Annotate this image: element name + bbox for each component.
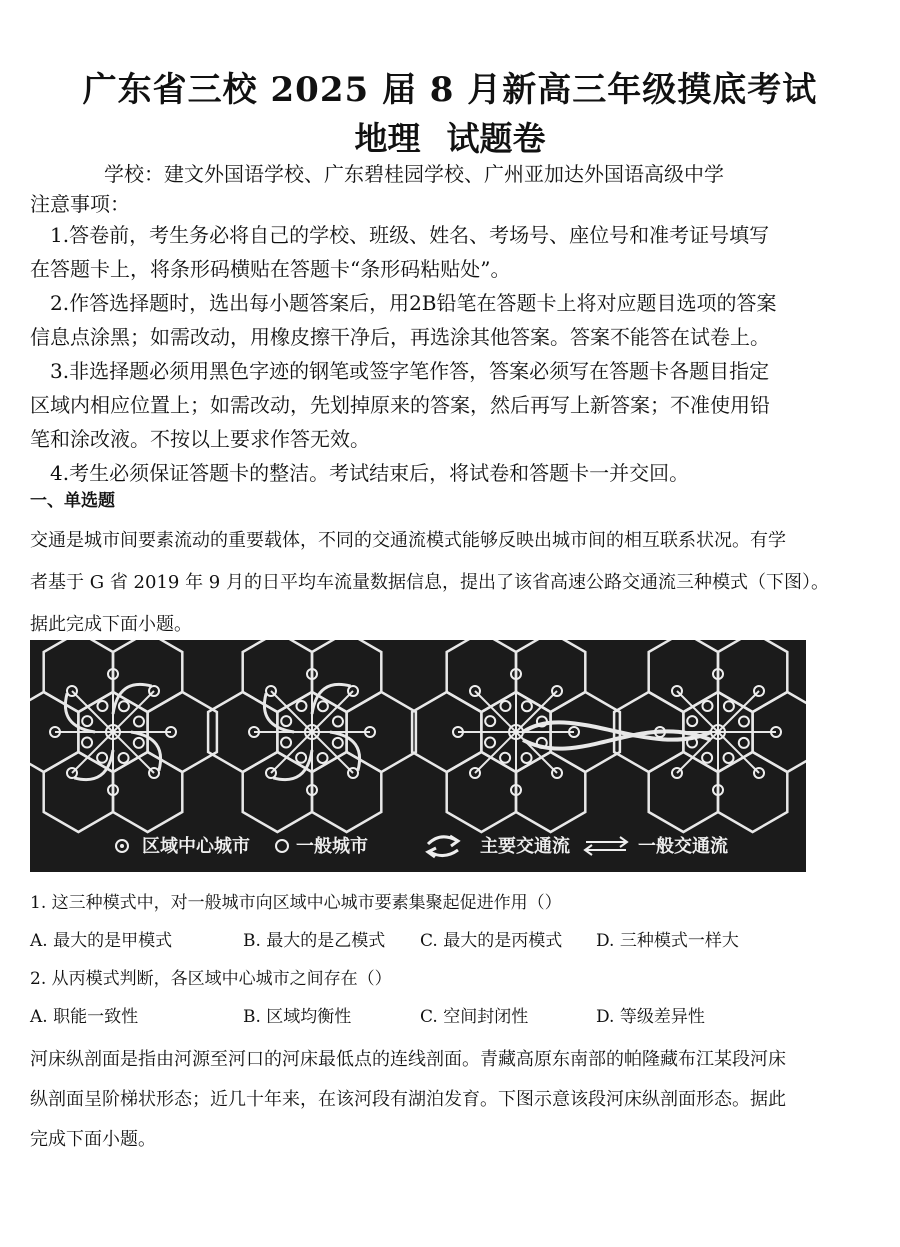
- general-flow-legend-icon: [585, 837, 627, 855]
- region-hexagon: [447, 752, 516, 832]
- general-city-marker: [119, 701, 129, 711]
- general-city-marker: [348, 768, 358, 778]
- general-city-marker: [522, 753, 532, 763]
- subject-name: 地理: [354, 119, 421, 158]
- legend-main-flow-label: 主要交通流: [480, 836, 570, 857]
- question-2-stem: 2. 从丙模式判断，各区域中心城市之间存在（）: [30, 969, 392, 989]
- general-city-marker: [333, 738, 343, 748]
- legend-general-flow-label: 一般交通流: [638, 836, 728, 857]
- notice-heading: 注意事项：: [30, 192, 130, 216]
- question-2-option-a: A. 职能一致性: [30, 1007, 139, 1027]
- paper-name: 试题卷: [446, 119, 546, 158]
- general-city-marker: [149, 768, 159, 778]
- figure-legend: [116, 835, 728, 857]
- general-city-marker: [149, 686, 159, 696]
- general-city-marker: [702, 701, 712, 711]
- general-city-marker: [552, 768, 562, 778]
- general-city-marker: [82, 716, 92, 726]
- general-city-marker: [97, 753, 107, 763]
- general-city-marker: [687, 716, 697, 726]
- general-city-legend-icon: [276, 840, 288, 852]
- general-city-marker: [485, 738, 495, 748]
- legend-center-city-label: 区域中心城市: [142, 836, 250, 857]
- general-city-marker: [500, 701, 510, 711]
- general-city-marker: [522, 701, 532, 711]
- general-city-marker: [67, 768, 77, 778]
- region-hexagon: [44, 752, 113, 832]
- general-city-marker: [296, 701, 306, 711]
- general-city-marker: [739, 738, 749, 748]
- passage-line: 纵剖面呈阶梯状形态；近几十年来，在该河段有湖泊发育。下图示意该段河床纵剖面形态。据此: [30, 1089, 786, 1110]
- main-flow-legend-icon: [428, 836, 458, 857]
- general-city-marker: [754, 686, 764, 696]
- general-city-marker: [318, 701, 328, 711]
- notice-line: 4.考生必须保证答题卡的整洁。考试结束后，将试卷和答题卡一并交回。: [50, 461, 690, 485]
- region-hexagon: [113, 752, 182, 832]
- region-hexagon: [649, 752, 718, 832]
- legend-general-city-label: 一般城市: [296, 836, 368, 857]
- region-hexagon: [243, 752, 312, 832]
- notice-line: 信息点涂黑；如需改动，用橡皮擦干净后，再选涂其他答案。答案不能答在试卷上。: [30, 325, 770, 349]
- question-1-options: [30, 926, 880, 950]
- notice-line: 区域内相应位置上；如需改动，先划掉原来的答案，然后再写上新答案；不准使用铅: [30, 393, 770, 417]
- general-city-marker: [724, 701, 734, 711]
- general-city-marker: [281, 716, 291, 726]
- general-city-marker: [119, 753, 129, 763]
- exam-title: 广东省三校 2025 届 8 月新高三年级摸底考试: [82, 70, 818, 110]
- general-city-marker: [552, 686, 562, 696]
- general-city-marker: [67, 686, 77, 696]
- passage-line: 河床纵剖面是指由河源至河口的河床最低点的连线剖面。青藏高原东南部的帕隆藏布江某段河床: [30, 1049, 786, 1070]
- passage-line: 完成下面小题。: [30, 1129, 156, 1150]
- general-city-marker: [754, 768, 764, 778]
- general-city-marker: [97, 701, 107, 711]
- general-city-marker: [702, 753, 712, 763]
- general-city-marker: [333, 716, 343, 726]
- question-2-option-d: D. 等级差异性: [596, 1007, 705, 1027]
- notice-line: 在答题卡上，将条形码横贴在答题卡“条形码粘贴处”。: [30, 257, 511, 281]
- general-city-marker: [318, 753, 328, 763]
- question-2-option-b: B. 区域均衡性: [243, 1007, 352, 1027]
- center-city-dot: [716, 730, 721, 735]
- general-city-marker: [724, 753, 734, 763]
- passage-line: 交通是城市间要素流动的重要载体，不同的交通流模式能够反映出城市间的相互联系状况。有学: [30, 530, 786, 551]
- general-city-marker: [470, 686, 480, 696]
- center-city-legend-dot: [120, 844, 124, 848]
- center-city-dot: [111, 730, 116, 735]
- region-hexagon: [718, 752, 787, 832]
- general-city-marker: [296, 753, 306, 763]
- general-city-marker: [470, 768, 480, 778]
- general-city-marker: [266, 686, 276, 696]
- section-title: 一、单选题: [30, 491, 115, 511]
- notice-line: 1.答卷前，考生务必将自己的学校、班级、姓名、考场号、座位号和准考证号填写: [50, 223, 770, 247]
- exam-subtitle: [0, 113, 900, 160]
- question-1-option-a: A. 最大的是甲模式: [30, 931, 173, 951]
- traffic-pattern-diagram: [30, 640, 806, 872]
- question-1-stem: 1. 这三种模式中，对一般城市向区域中心城市要素集聚起促进作用（）: [30, 893, 562, 913]
- passage-riverbed: [30, 1040, 880, 1160]
- center-city-dot: [310, 730, 315, 735]
- general-city-marker: [348, 686, 358, 696]
- general-city-marker: [134, 738, 144, 748]
- notice-body: [30, 218, 875, 490]
- notice-line: 2.作答选择题时，选出每小题答案后，用2B铅笔在答题卡上将对应题目选项的答案: [50, 291, 777, 315]
- region-hexagon: [516, 752, 585, 832]
- question-2-options: [30, 1002, 880, 1026]
- general-city-marker: [266, 768, 276, 778]
- passage-line: 据此完成下面小题。: [30, 614, 192, 635]
- region-hexagon: [312, 752, 381, 832]
- question-1-option-d: D. 三种模式一样大: [596, 931, 739, 951]
- question-2-option-c: C. 空间封闭性: [420, 1007, 529, 1027]
- general-city-marker: [672, 686, 682, 696]
- general-city-marker: [134, 716, 144, 726]
- passage-traffic: [30, 520, 880, 646]
- center-city-dot: [514, 730, 519, 735]
- general-city-marker: [739, 716, 749, 726]
- traffic-pattern-figure: [30, 640, 806, 872]
- schools-line: 学校：建文外国语学校、广东碧桂园学校、广州亚加达外国语高级中学: [104, 162, 724, 186]
- general-city-marker: [82, 738, 92, 748]
- general-city-marker: [672, 768, 682, 778]
- question-1-option-b: B. 最大的是乙模式: [243, 931, 386, 951]
- general-city-marker: [281, 738, 291, 748]
- general-city-marker: [485, 716, 495, 726]
- general-city-marker: [500, 753, 510, 763]
- notice-line: 3.非选择题必须用黑色字迹的钢笔或签字笔作答，答案必须写在答题卡各题目指定: [50, 359, 770, 383]
- question-1-option-c: C. 最大的是丙模式: [420, 931, 563, 951]
- notice-line: 笔和涂改液。不按以上要求作答无效。: [30, 427, 370, 451]
- passage-line: 者基于 G 省 2019 年 9 月的日平均车流量数据信息，提出了该省高速公路交通流三种模式（下图）。: [30, 572, 829, 593]
